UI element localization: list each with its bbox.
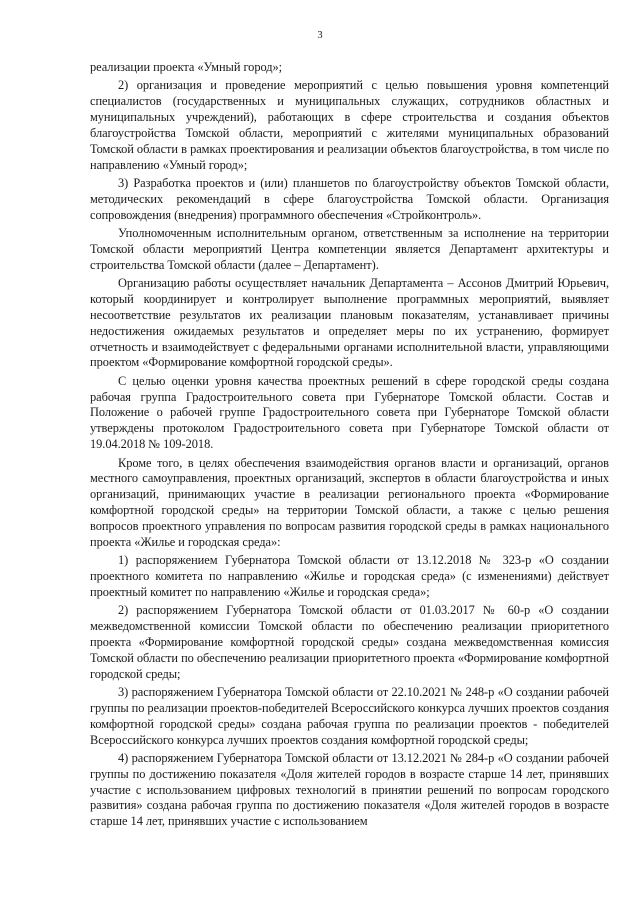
paragraph-item-3: 3) Разработка проектов и (или) планшетов по благоустройству объектов Томской области, методических рекомендаций в сфере благоустройства Томской области. Организация сопровождения (внедрения) программного обеспечения «Стройконтроль». <box>90 176 609 222</box>
document-body <box>90 60 609 833</box>
paragraph-order-3: 3) распоряжением Губернатора Томской области от 22.10.2021 № 248-р «О создании рабочей группы по реализации проектов-победителей Всероссийского конкурса лучших проектов создания комфортной городской среды» создана рабочая группа по реализации проектов - победителей Всероссийского конкурса лучших проектов создания комфортной городской среды; <box>90 684 609 747</box>
paragraph-organization: Организацию работы осуществляет начальник Департамента – Ассонов Дмитрий Юрьевич, который координирует и контролирует выполнение программных мероприятий, выявляет несоответствие результатов их реализации плановым показателям, устанавливает причины недостижения ожидаемых результатов и определяет меры по их устранению, формирует отчетность и взаимодействует с федеральными органами исполнительной власти, управляющими проектом «Формирование комфортной городской среды». <box>90 276 609 370</box>
page-number: 3 <box>317 30 323 41</box>
paragraph-item-2: 2) организация и проведение мероприятий с целью повышения уровня компетенций специалистов (государственных и муниципальных служащих, сотрудников областных и муниципальных учреждений), работающих в сфере строительства и создания объектов благоустройства Томской области, мероприятий с жителями муниципальных образований Томской области в рамках проектирования и реализации объектов благоустройства, в том числе по направлению «Умный город»; <box>90 78 609 172</box>
paragraph-order-1: 1) распоряжением Губернатора Томской области от 13.12.2018 № 323-р «О создании проектного комитета по направлению «Жилье и городская среда» (с изменениями) действует проектный комитет по направлению «Жилье и городская среда»; <box>90 553 609 599</box>
paragraph-continuation: реализации проекта «Умный город»; <box>90 60 283 74</box>
paragraph-order-4: 4) распоряжением Губернатора Томской области от 13.12.2021 № 284-р «О создании рабочей группы по достижению показателя «Доля жителей городов в возрасте старше 14 лет, принявших участие с использованием цифровых технологий в принятии решений по вопросам городского развития» создана рабочая группа по достижению показателя «Доля жителей городов в возрасте старше 14 лет, принявших участие с использованием <box>90 750 609 829</box>
paragraph-order-2: 2) распоряжением Губернатора Томской области от 01.03.2017 № 60-р «О создании межведомственной комиссии Томской области по обеспечению реализации приоритетного проекта «Формирование комфортной городской среды» создана межведомственная комиссия Томской области по обеспечению реализации приоритетного проекта «Формирование комфортной городской среды; <box>90 603 609 681</box>
paragraph-authorized-body: Уполномоченным исполнительным органом, ответственным за исполнение на территории Томской области мероприятий Центра компетенции является Департамент архитектуры и строительства Томской области (далее – Департамент). <box>90 226 609 272</box>
paragraph-interaction: Кроме того, в целях обеспечения взаимодействия органов власти и организаций, органов местного самоуправления, проектных организаций, экспертов в области благоустройства и иных организаций, принимающих участие в реализации регионального проекта «Формирование комфортной городской среды» на территории Томской области, а также с целью решения вопросов проектного управления по вопросам развития городской среды в рамках национального проекта «Жилье и городская среда»: <box>90 455 609 549</box>
paragraph-working-group: С целью оценки уровня качества проектных решений в сфере городской среды создана рабочая группа Градостроительного совета при Губернаторе Томской области. Состав и Положение о рабочей группе Градостроительного совета при Губернаторе Томской области утверждены протоколом Градостроительного совета при Губернаторе Томской области от 19.04.2018 № 109-2018. <box>90 373 609 452</box>
